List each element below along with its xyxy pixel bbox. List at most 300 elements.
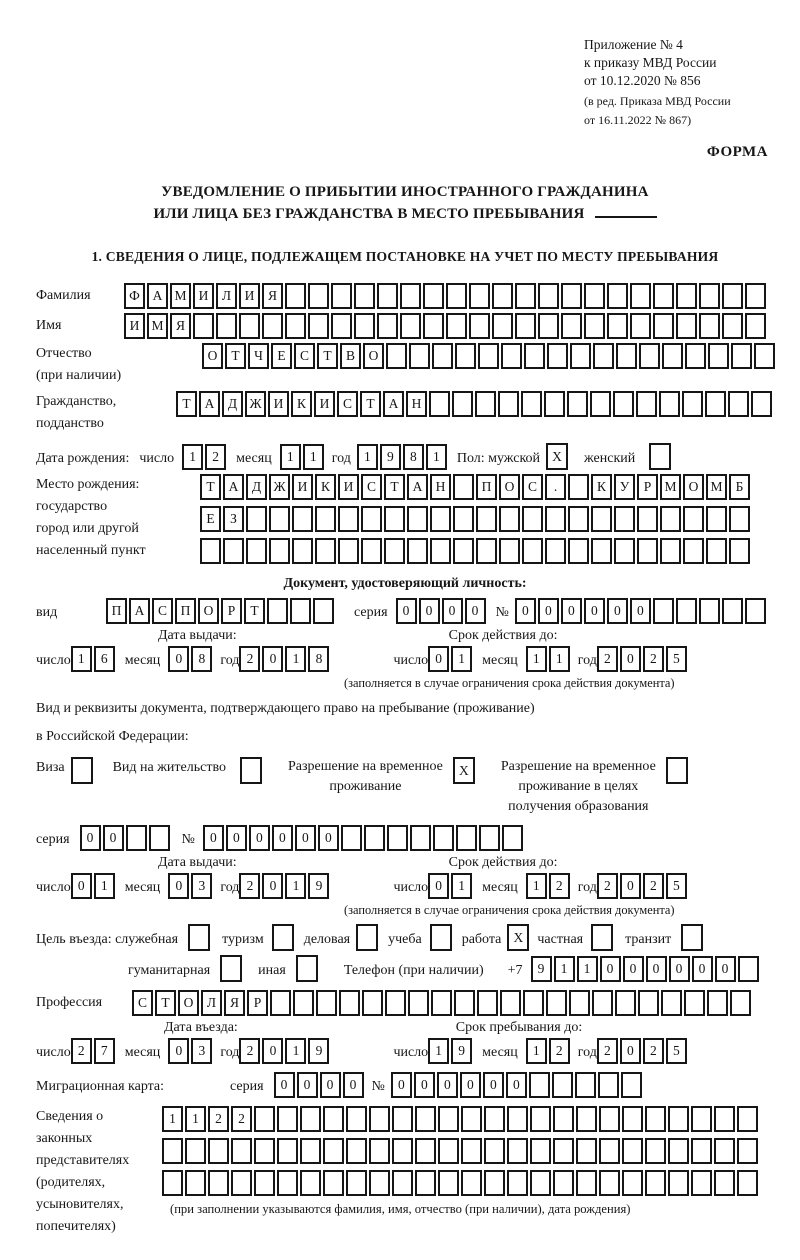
- char-cell[interactable]: [676, 313, 697, 339]
- phone-cells[interactable]: [531, 956, 761, 982]
- char-cell[interactable]: [515, 313, 536, 339]
- char-cell[interactable]: [705, 391, 726, 417]
- char-cell[interactable]: [522, 538, 543, 564]
- char-cell[interactable]: 8: [308, 646, 329, 672]
- residence-permit-checkbox[interactable]: [240, 757, 264, 784]
- char-cell[interactable]: [300, 1138, 321, 1164]
- char-cell[interactable]: [561, 313, 582, 339]
- char-cell[interactable]: 9: [308, 1038, 329, 1064]
- char-cell[interactable]: [666, 757, 688, 784]
- char-cell[interactable]: [188, 924, 210, 951]
- char-cell[interactable]: [484, 1106, 505, 1132]
- char-cell[interactable]: [277, 1138, 298, 1164]
- char-cell[interactable]: [290, 598, 311, 624]
- char-cell[interactable]: [738, 956, 759, 982]
- char-cell[interactable]: 0: [262, 873, 283, 899]
- char-cell[interactable]: 0: [515, 598, 536, 624]
- char-cell[interactable]: [423, 283, 444, 309]
- char-cell[interactable]: А: [383, 391, 404, 417]
- char-cell[interactable]: [729, 538, 750, 564]
- char-cell[interactable]: [346, 1170, 367, 1196]
- char-cell[interactable]: [730, 990, 751, 1016]
- char-cell[interactable]: 0: [203, 825, 224, 851]
- char-cell[interactable]: [356, 924, 378, 951]
- char-cell[interactable]: Т: [360, 391, 381, 417]
- char-cell[interactable]: [552, 1072, 573, 1098]
- char-cell[interactable]: [126, 825, 147, 851]
- char-cell[interactable]: [576, 1106, 597, 1132]
- char-cell[interactable]: [369, 1138, 390, 1164]
- char-cell[interactable]: 1: [280, 444, 301, 470]
- char-cell[interactable]: [384, 506, 405, 532]
- char-cell[interactable]: [607, 283, 628, 309]
- char-cell[interactable]: 0: [71, 873, 92, 899]
- char-cell[interactable]: 2: [231, 1106, 252, 1132]
- char-cell[interactable]: Т: [384, 474, 405, 500]
- entry-month-cells[interactable]: [168, 1038, 214, 1064]
- char-cell[interactable]: [622, 1138, 643, 1164]
- char-cell[interactable]: [599, 1106, 620, 1132]
- char-cell[interactable]: 9: [380, 444, 401, 470]
- char-cell[interactable]: [645, 1106, 666, 1132]
- char-cell[interactable]: [699, 313, 720, 339]
- char-cell[interactable]: [277, 1170, 298, 1196]
- char-cell[interactable]: 0: [428, 873, 449, 899]
- char-cell[interactable]: 0: [168, 1038, 189, 1064]
- edu-permit-checkbox[interactable]: [666, 757, 690, 784]
- transit-checkbox[interactable]: [681, 924, 705, 951]
- char-cell[interactable]: [469, 313, 490, 339]
- char-cell[interactable]: [545, 506, 566, 532]
- char-cell[interactable]: Д: [222, 391, 243, 417]
- char-cell[interactable]: [270, 990, 291, 1016]
- char-cell[interactable]: [707, 990, 728, 1016]
- char-cell[interactable]: [479, 825, 500, 851]
- char-cell[interactable]: 1: [451, 873, 472, 899]
- char-cell[interactable]: [593, 343, 614, 369]
- char-cell[interactable]: [745, 598, 766, 624]
- char-cell[interactable]: [599, 1170, 620, 1196]
- char-cell[interactable]: О: [683, 474, 704, 500]
- char-cell[interactable]: 0: [295, 825, 316, 851]
- char-cell[interactable]: [346, 1138, 367, 1164]
- char-cell[interactable]: Я: [224, 990, 245, 1016]
- identity-valid-day-cells[interactable]: [428, 646, 474, 672]
- char-cell[interactable]: [500, 990, 521, 1016]
- visa-checkbox[interactable]: [71, 757, 95, 784]
- char-cell[interactable]: С: [152, 598, 173, 624]
- char-cell[interactable]: [630, 283, 651, 309]
- char-cell[interactable]: О: [363, 343, 384, 369]
- char-cell[interactable]: [722, 598, 743, 624]
- char-cell[interactable]: [591, 538, 612, 564]
- char-cell[interactable]: [415, 1170, 436, 1196]
- char-cell[interactable]: [591, 506, 612, 532]
- char-cell[interactable]: 0: [465, 598, 486, 624]
- char-cell[interactable]: Б: [729, 474, 750, 500]
- char-cell[interactable]: [538, 283, 559, 309]
- char-cell[interactable]: [706, 506, 727, 532]
- migration-series-cells[interactable]: [274, 1072, 366, 1098]
- doc-series-cells[interactable]: [396, 598, 488, 624]
- char-cell[interactable]: А: [129, 598, 150, 624]
- char-cell[interactable]: [292, 538, 313, 564]
- char-cell[interactable]: 0: [272, 825, 293, 851]
- residence-issue-day-cells[interactable]: [71, 873, 117, 899]
- char-cell[interactable]: 2: [239, 873, 260, 899]
- char-cell[interactable]: [469, 283, 490, 309]
- char-cell[interactable]: А: [407, 474, 428, 500]
- char-cell[interactable]: 1: [185, 1106, 206, 1132]
- char-cell[interactable]: [645, 1170, 666, 1196]
- char-cell[interactable]: [592, 990, 613, 1016]
- study-checkbox[interactable]: [430, 924, 454, 951]
- char-cell[interactable]: 1: [303, 444, 324, 470]
- birthplace-row3-cells[interactable]: [200, 538, 752, 564]
- char-cell[interactable]: 0: [600, 956, 621, 982]
- char-cell[interactable]: 2: [643, 1038, 664, 1064]
- char-cell[interactable]: [433, 825, 454, 851]
- char-cell[interactable]: А: [199, 391, 220, 417]
- char-cell[interactable]: 5: [666, 646, 687, 672]
- entry-day-cells[interactable]: [71, 1038, 117, 1064]
- char-cell[interactable]: [323, 1106, 344, 1132]
- birth-day-cells[interactable]: [182, 444, 228, 470]
- char-cell[interactable]: [272, 924, 294, 951]
- char-cell[interactable]: [362, 990, 383, 1016]
- char-cell[interactable]: 2: [549, 1038, 570, 1064]
- char-cell[interactable]: [269, 506, 290, 532]
- char-cell[interactable]: С: [294, 343, 315, 369]
- char-cell[interactable]: [499, 538, 520, 564]
- char-cell[interactable]: [570, 343, 591, 369]
- sex-male-checkbox[interactable]: [546, 443, 570, 470]
- char-cell[interactable]: [456, 825, 477, 851]
- char-cell[interactable]: И: [193, 283, 214, 309]
- surname-cells[interactable]: [124, 283, 768, 309]
- char-cell[interactable]: [737, 1106, 758, 1132]
- char-cell[interactable]: 0: [274, 1072, 295, 1098]
- char-cell[interactable]: Р: [247, 990, 268, 1016]
- char-cell[interactable]: [576, 1138, 597, 1164]
- char-cell[interactable]: [285, 283, 306, 309]
- char-cell[interactable]: 0: [343, 1072, 364, 1098]
- char-cell[interactable]: 2: [643, 873, 664, 899]
- char-cell[interactable]: [369, 1106, 390, 1132]
- business-checkbox[interactable]: [356, 924, 380, 951]
- char-cell[interactable]: [502, 825, 523, 851]
- char-cell[interactable]: [254, 1170, 275, 1196]
- char-cell[interactable]: Т: [176, 391, 197, 417]
- char-cell[interactable]: .: [545, 474, 566, 500]
- char-cell[interactable]: 0: [442, 598, 463, 624]
- char-cell[interactable]: [316, 990, 337, 1016]
- char-cell[interactable]: И: [239, 283, 260, 309]
- char-cell[interactable]: С: [361, 474, 382, 500]
- char-cell[interactable]: [452, 391, 473, 417]
- char-cell[interactable]: [223, 538, 244, 564]
- char-cell[interactable]: [622, 1170, 643, 1196]
- char-cell[interactable]: 0: [506, 1072, 527, 1098]
- char-cell[interactable]: 0: [561, 598, 582, 624]
- char-cell[interactable]: [387, 825, 408, 851]
- char-cell[interactable]: У: [614, 474, 635, 500]
- char-cell[interactable]: [455, 343, 476, 369]
- char-cell[interactable]: М: [147, 313, 168, 339]
- char-cell[interactable]: [708, 343, 729, 369]
- char-cell[interactable]: 1: [71, 646, 92, 672]
- char-cell[interactable]: [530, 1170, 551, 1196]
- char-cell[interactable]: [568, 538, 589, 564]
- char-cell[interactable]: [681, 924, 703, 951]
- char-cell[interactable]: [714, 1106, 735, 1132]
- char-cell[interactable]: 2: [208, 1106, 229, 1132]
- char-cell[interactable]: К: [591, 474, 612, 500]
- char-cell[interactable]: 9: [308, 873, 329, 899]
- humanitarian-checkbox[interactable]: [220, 955, 244, 982]
- char-cell[interactable]: [432, 343, 453, 369]
- char-cell[interactable]: [621, 1072, 642, 1098]
- char-cell[interactable]: Ж: [269, 474, 290, 500]
- char-cell[interactable]: [569, 990, 590, 1016]
- char-cell[interactable]: М: [170, 283, 191, 309]
- char-cell[interactable]: [231, 1138, 252, 1164]
- identity-valid-month-cells[interactable]: [526, 646, 572, 672]
- char-cell[interactable]: [691, 1170, 712, 1196]
- char-cell[interactable]: П: [106, 598, 127, 624]
- char-cell[interactable]: [407, 538, 428, 564]
- char-cell[interactable]: [300, 1106, 321, 1132]
- char-cell[interactable]: Ж: [245, 391, 266, 417]
- char-cell[interactable]: [530, 1138, 551, 1164]
- char-cell[interactable]: [254, 1138, 275, 1164]
- char-cell[interactable]: [737, 1170, 758, 1196]
- residence-valid-month-cells[interactable]: [526, 873, 572, 899]
- char-cell[interactable]: [477, 990, 498, 1016]
- char-cell[interactable]: [430, 506, 451, 532]
- char-cell[interactable]: [292, 506, 313, 532]
- char-cell[interactable]: X: [507, 924, 529, 951]
- temp-permit-checkbox[interactable]: [453, 757, 477, 784]
- char-cell[interactable]: 0: [630, 598, 651, 624]
- work-checkbox[interactable]: [507, 924, 531, 951]
- char-cell[interactable]: К: [315, 474, 336, 500]
- char-cell[interactable]: [285, 313, 306, 339]
- char-cell[interactable]: [630, 313, 651, 339]
- char-cell[interactable]: [338, 506, 359, 532]
- char-cell[interactable]: 0: [428, 646, 449, 672]
- birth-month-cells[interactable]: [280, 444, 326, 470]
- char-cell[interactable]: [649, 443, 671, 470]
- char-cell[interactable]: 6: [94, 646, 115, 672]
- char-cell[interactable]: 0: [249, 825, 270, 851]
- char-cell[interactable]: Р: [221, 598, 242, 624]
- char-cell[interactable]: [315, 538, 336, 564]
- tourism-checkbox[interactable]: [272, 924, 296, 951]
- char-cell[interactable]: [385, 990, 406, 1016]
- char-cell[interactable]: Т: [200, 474, 221, 500]
- char-cell[interactable]: [162, 1170, 183, 1196]
- char-cell[interactable]: [507, 1106, 528, 1132]
- char-cell[interactable]: 2: [549, 873, 570, 899]
- char-cell[interactable]: [731, 343, 752, 369]
- char-cell[interactable]: Ч: [248, 343, 269, 369]
- char-cell[interactable]: [193, 313, 214, 339]
- char-cell[interactable]: [339, 990, 360, 1016]
- char-cell[interactable]: 0: [538, 598, 559, 624]
- char-cell[interactable]: 1: [94, 873, 115, 899]
- char-cell[interactable]: К: [291, 391, 312, 417]
- doc-type-cells[interactable]: [106, 598, 336, 624]
- char-cell[interactable]: [751, 391, 772, 417]
- char-cell[interactable]: 0: [483, 1072, 504, 1098]
- char-cell[interactable]: 2: [597, 873, 618, 899]
- char-cell[interactable]: О: [499, 474, 520, 500]
- char-cell[interactable]: [722, 313, 743, 339]
- char-cell[interactable]: [729, 506, 750, 532]
- residence-valid-year-cells[interactable]: [597, 873, 689, 899]
- char-cell[interactable]: 2: [643, 646, 664, 672]
- char-cell[interactable]: 5: [666, 1038, 687, 1064]
- char-cell[interactable]: [653, 598, 674, 624]
- residence-issue-year-cells[interactable]: [239, 873, 331, 899]
- char-cell[interactable]: 0: [584, 598, 605, 624]
- char-cell[interactable]: 1: [577, 956, 598, 982]
- char-cell[interactable]: [529, 1072, 550, 1098]
- char-cell[interactable]: 9: [451, 1038, 472, 1064]
- char-cell[interactable]: [267, 598, 288, 624]
- char-cell[interactable]: М: [706, 474, 727, 500]
- char-cell[interactable]: 1: [554, 956, 575, 982]
- char-cell[interactable]: Я: [170, 313, 191, 339]
- migration-number-cells[interactable]: [391, 1072, 644, 1098]
- char-cell[interactable]: [240, 757, 262, 784]
- char-cell[interactable]: 0: [262, 1038, 283, 1064]
- char-cell[interactable]: [185, 1170, 206, 1196]
- char-cell[interactable]: [521, 391, 542, 417]
- char-cell[interactable]: 0: [414, 1072, 435, 1098]
- char-cell[interactable]: [682, 391, 703, 417]
- char-cell[interactable]: [478, 343, 499, 369]
- char-cell[interactable]: [208, 1170, 229, 1196]
- representatives-row3-cells[interactable]: [162, 1170, 760, 1196]
- char-cell[interactable]: [313, 598, 334, 624]
- char-cell[interactable]: X: [546, 443, 568, 470]
- char-cell[interactable]: [507, 1138, 528, 1164]
- char-cell[interactable]: [415, 1106, 436, 1132]
- char-cell[interactable]: 0: [391, 1072, 412, 1098]
- char-cell[interactable]: 1: [285, 646, 306, 672]
- char-cell[interactable]: 0: [620, 1038, 641, 1064]
- stay-day-cells[interactable]: [428, 1038, 474, 1064]
- char-cell[interactable]: 1: [162, 1106, 183, 1132]
- char-cell[interactable]: [545, 538, 566, 564]
- char-cell[interactable]: [614, 538, 635, 564]
- char-cell[interactable]: [484, 1138, 505, 1164]
- char-cell[interactable]: 0: [669, 956, 690, 982]
- char-cell[interactable]: [308, 313, 329, 339]
- char-cell[interactable]: 8: [403, 444, 424, 470]
- char-cell[interactable]: [407, 506, 428, 532]
- char-cell[interactable]: [246, 538, 267, 564]
- char-cell[interactable]: 0: [620, 873, 641, 899]
- char-cell[interactable]: Т: [225, 343, 246, 369]
- char-cell[interactable]: [683, 506, 704, 532]
- char-cell[interactable]: 0: [607, 598, 628, 624]
- char-cell[interactable]: [461, 1138, 482, 1164]
- char-cell[interactable]: [438, 1170, 459, 1196]
- char-cell[interactable]: [553, 1106, 574, 1132]
- char-cell[interactable]: [461, 1170, 482, 1196]
- char-cell[interactable]: [208, 1138, 229, 1164]
- char-cell[interactable]: Ф: [124, 283, 145, 309]
- identity-valid-year-cells[interactable]: [597, 646, 689, 672]
- char-cell[interactable]: [492, 313, 513, 339]
- char-cell[interactable]: [524, 343, 545, 369]
- char-cell[interactable]: В: [340, 343, 361, 369]
- char-cell[interactable]: [323, 1138, 344, 1164]
- char-cell[interactable]: 0: [692, 956, 713, 982]
- char-cell[interactable]: 0: [262, 646, 283, 672]
- char-cell[interactable]: [430, 538, 451, 564]
- char-cell[interactable]: [639, 343, 660, 369]
- char-cell[interactable]: [728, 391, 749, 417]
- char-cell[interactable]: 1: [451, 646, 472, 672]
- char-cell[interactable]: [239, 313, 260, 339]
- char-cell[interactable]: [409, 343, 430, 369]
- stay-year-cells[interactable]: [597, 1038, 689, 1064]
- char-cell[interactable]: 0: [396, 598, 417, 624]
- char-cell[interactable]: [507, 1170, 528, 1196]
- char-cell[interactable]: [461, 1106, 482, 1132]
- char-cell[interactable]: [584, 283, 605, 309]
- char-cell[interactable]: 0: [715, 956, 736, 982]
- char-cell[interactable]: [296, 955, 318, 982]
- char-cell[interactable]: [162, 1138, 183, 1164]
- char-cell[interactable]: 5: [666, 873, 687, 899]
- identity-issue-month-cells[interactable]: [168, 646, 214, 672]
- char-cell[interactable]: И: [124, 313, 145, 339]
- char-cell[interactable]: [300, 1170, 321, 1196]
- char-cell[interactable]: 0: [318, 825, 339, 851]
- char-cell[interactable]: С: [337, 391, 358, 417]
- char-cell[interactable]: З: [223, 506, 244, 532]
- char-cell[interactable]: Л: [201, 990, 222, 1016]
- residence-series-cells[interactable]: [80, 825, 172, 851]
- doc-number-cells[interactable]: [515, 598, 768, 624]
- char-cell[interactable]: 1: [426, 444, 447, 470]
- char-cell[interactable]: [392, 1170, 413, 1196]
- char-cell[interactable]: [553, 1138, 574, 1164]
- char-cell[interactable]: А: [147, 283, 168, 309]
- char-cell[interactable]: Д: [246, 474, 267, 500]
- char-cell[interactable]: Н: [406, 391, 427, 417]
- char-cell[interactable]: [568, 506, 589, 532]
- char-cell[interactable]: [354, 283, 375, 309]
- char-cell[interactable]: 0: [320, 1072, 341, 1098]
- char-cell[interactable]: [668, 1138, 689, 1164]
- char-cell[interactable]: [446, 283, 467, 309]
- char-cell[interactable]: [277, 1106, 298, 1132]
- char-cell[interactable]: [392, 1138, 413, 1164]
- char-cell[interactable]: 1: [182, 444, 203, 470]
- char-cell[interactable]: [607, 313, 628, 339]
- char-cell[interactable]: [622, 1106, 643, 1132]
- char-cell[interactable]: 2: [71, 1038, 92, 1064]
- char-cell[interactable]: [706, 538, 727, 564]
- char-cell[interactable]: [453, 538, 474, 564]
- char-cell[interactable]: [377, 283, 398, 309]
